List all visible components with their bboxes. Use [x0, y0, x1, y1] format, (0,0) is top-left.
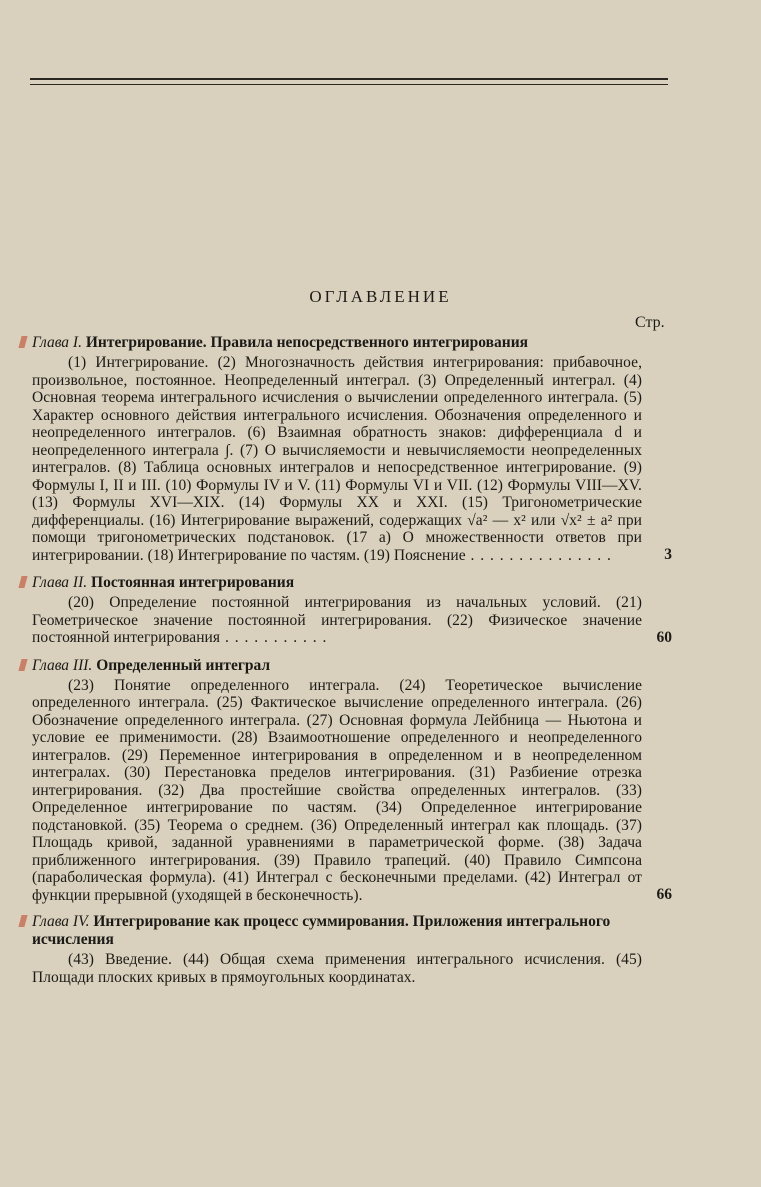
chapter-contents	[32, 354, 642, 564]
margin-mark	[18, 659, 27, 671]
margin-mark	[18, 576, 27, 588]
margin-mark	[18, 336, 27, 348]
chapter-text: (23) Понятие определенного интеграла. (24) Теоретическое вычисление определенного интеграла. (25) Фактическое вычисление определенного интеграла. (26) Обозначение определенного интеграла. (27) Основная формула Лейбница — Ньютона и условие ее применимости. (28) Взаимоотношение определенного и неопределенного интегралов. (29) Переменное интегрирования в определенном и в неопределенном интегралах. (30) Перестановка пределов интегрирования. (31) Разбиение отрезка интегрирования. (32) Два простейшие свойства определенных интегралов. (33) Определенное интегрирование по частям. (34) Определенное интегрирование подстановкой. (35) Теорема о среднем. (36) Определенный интеграл как площадь. (37) Площадь кривой, заданной уравнениями в параметрической форме. (38) Задача приближенного интегрирования. (39) Правило трапеций. (40) Правило Симпсона (параболическая формула). (41) Интеграл с бесконечными пределами. (42) Интеграл от функции прерывной (уходящей в бесконечность).	[32, 676, 642, 904]
chapter-heading	[32, 334, 642, 352]
chapter-heading	[32, 657, 642, 675]
chapter-title: Постоянная интегрирования	[91, 574, 295, 591]
chapter-4	[32, 913, 642, 986]
chapter-contents	[32, 951, 642, 986]
chapter-label: Глава III.	[32, 656, 93, 674]
chapter-title: Интегрирование. Правила непосредственного интегрирования	[85, 334, 529, 351]
margin-mark	[18, 915, 27, 927]
table-of-contents	[32, 334, 672, 986]
chapter-text: (20) Определение постоянной интегрирования из начальных условий. (21) Геометрическое значение постоянной интегрирования. (22) Физическое значение постоянной интегрирования	[32, 594, 642, 646]
chapter-heading	[32, 574, 642, 592]
chapter-text: (43) Введение. (44) Общая схема применения интегрального исчисления. (45) Площади плоских кривых в прямоугольных координатах.	[32, 951, 642, 986]
chapter-title: Определенный интеграл	[96, 656, 271, 674]
chapter-heading	[32, 913, 642, 949]
leader-dots: . . . . . . . . . . .	[220, 629, 328, 646]
leader-dots: . . . . . . . . . . . . . . .	[465, 546, 612, 564]
page-column-label: Стр.	[635, 314, 665, 331]
chapter-1	[32, 334, 672, 564]
chapter-contents	[32, 594, 642, 647]
chapter-3	[32, 656, 672, 905]
chapter-label: Глава IV.	[32, 913, 90, 930]
page-number: 3	[664, 546, 672, 563]
page-title: ОГЛАВЛЕНИЕ	[309, 287, 452, 306]
chapter-label: Глава II.	[32, 574, 88, 591]
page-number: 60	[656, 628, 672, 646]
page-number: 66	[656, 886, 672, 903]
top-rule-thin	[30, 84, 668, 85]
chapter-text: (1) Интегрирование. (2) Многозначность действия интегрирования: прибавочное, произвольное, постоянное. Неопределенный интеграл. (3) Определенный интеграл. (4) Основная теорема интегрального исчисления о вычислении определенного интеграла. (5) Характер основного действия интегрального исчисления. Обозначения определенного и неопределенного интегралов. (6) Взаимная обратность знаков: дифференциала d и неопределенного интеграла ∫. (7) О вычисляемости и невычисляемости неопределенных интегралов. (8) Таблица основных интегралов и непосредственное интегрирование. (9) Формулы I, II и III. (10) Формулы IV и V. (11) Формулы VI и VII. (12) Формулы VIII—XV. (13) Формулы XVI—XIX. (14) Формулы XX и XXI. (15) Тригонометрические дифференциалы. (16) Интегрирование выражений, содержащих √a² — x² или √x² ± a² при помощи тригонометрических подстановок. (17 а) О множественности ответов при интегрировании. (18) Интегрирование по частям. (19) Пояснение	[32, 354, 642, 564]
chapter-contents	[32, 677, 642, 905]
top-rule-thick	[30, 78, 668, 80]
chapter-title: Интегрирование как процесс суммирования. Приложения интегрального исчисления	[32, 913, 611, 948]
chapter-label: Глава I.	[32, 334, 82, 351]
chapter-2	[32, 574, 672, 647]
